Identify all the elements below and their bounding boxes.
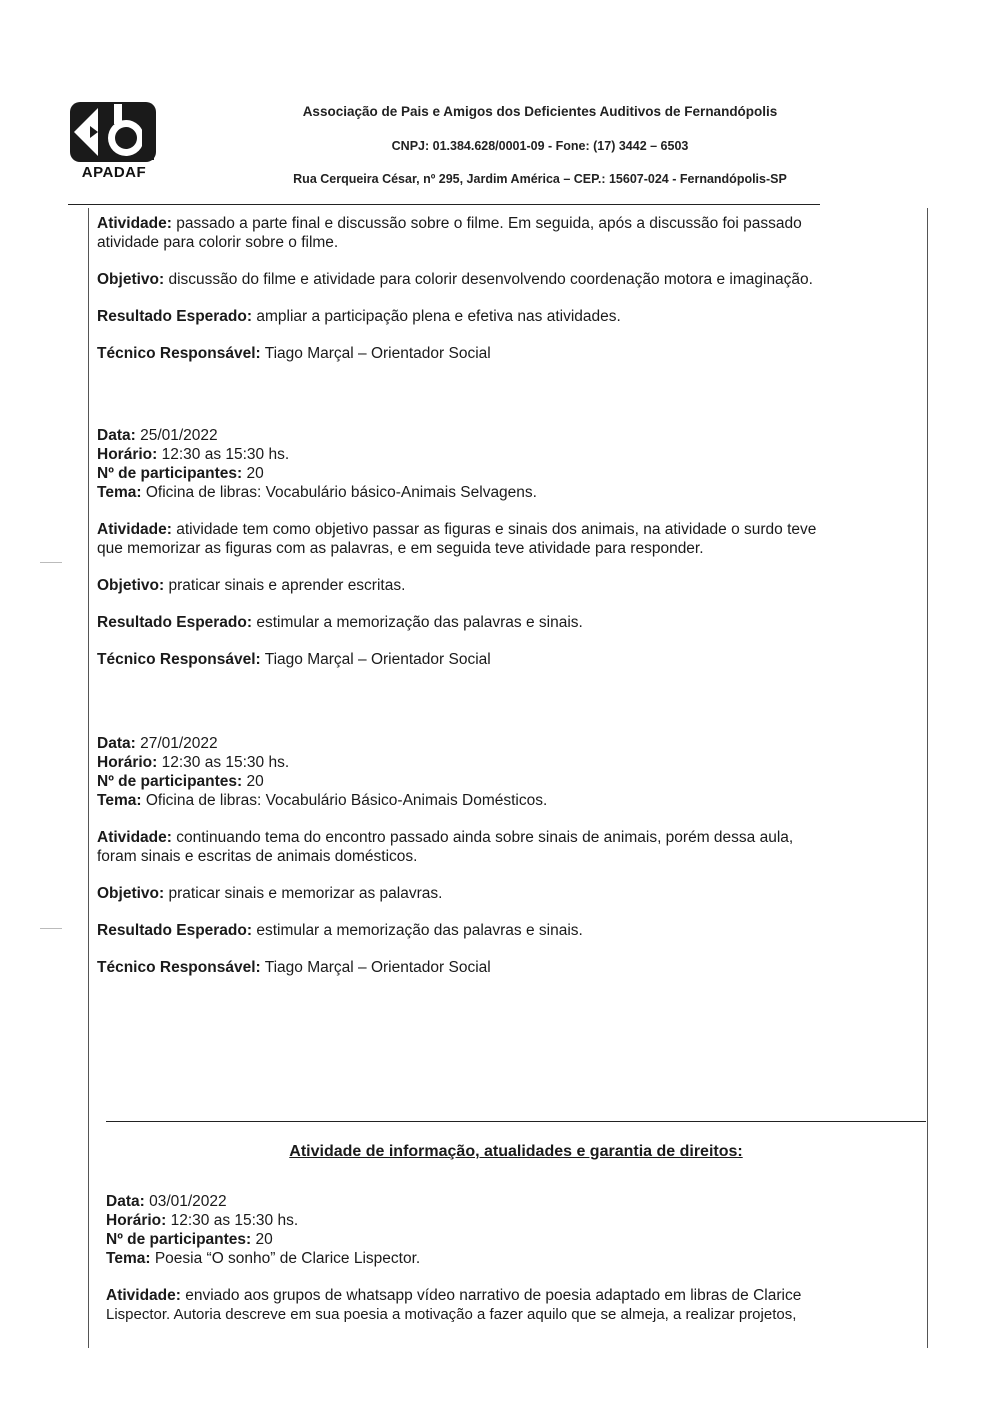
participantes-label: Nº de participantes: — [97, 773, 243, 790]
resultado-paragraph — [97, 921, 922, 940]
tema-value: Oficina de libras: Vocabulário Básico-Animais Domésticos. — [145, 792, 548, 809]
atividade-label: Atividade: — [97, 215, 172, 232]
atividade-paragraph — [97, 214, 922, 252]
tema-value: Oficina de libras: Vocabulário básico-Animais Selvagens. — [145, 484, 537, 501]
participantes-value: 20 — [246, 773, 264, 790]
atividade-paragraph — [97, 828, 922, 866]
objetivo-label: Objetivo: — [97, 577, 165, 594]
atividade-text: foram sinais e escritas de animais domésticos. — [97, 848, 418, 865]
tecnico-text: Tiago Marçal – Orientador Social — [264, 959, 491, 976]
tecnico-paragraph — [97, 344, 922, 363]
apadaf-logo — [68, 100, 160, 182]
atividade-text: enviado aos grupos de whatsapp vídeo narrativo de poesia adaptado em libras de Clarice — [185, 1287, 802, 1304]
data-value: 27/01/2022 — [140, 735, 218, 752]
resultado-text: ampliar a participação plena e efetiva nas atividades. — [256, 308, 621, 325]
horario-value: 12:30 as 15:30 hs. — [161, 754, 290, 771]
data-label: Data: — [106, 1193, 145, 1210]
resultado-text: estimular a memorização das palavras e sinais. — [256, 922, 583, 939]
org-name: Associação de Pais e Amigos dos Deficientes Auditivos de Fernandópolis — [302, 104, 778, 119]
objetivo-text: praticar sinais e aprender escritas. — [168, 577, 406, 594]
tecnico-text: Tiago Marçal – Orientador Social — [264, 651, 491, 668]
section-divider — [106, 1121, 926, 1122]
header-divider — [68, 204, 820, 205]
atividade-text: Lispector. Autoria descreve em sua poesia a motivação a fazer aquilo que se almeja, a realizar projetos, — [106, 1306, 797, 1323]
logo-text: APADAF — [81, 164, 147, 181]
atividade-text: que memorizar as figuras com as palavras, e em seguida teve atividade para responder. — [97, 540, 704, 557]
horario-label: Horário: — [97, 446, 158, 463]
tecnico-paragraph — [97, 650, 922, 669]
resultado-paragraph — [97, 307, 922, 326]
objetivo-paragraph — [97, 270, 922, 289]
tema-label: Tema: — [97, 792, 142, 809]
data-label: Data: — [97, 427, 136, 444]
atividade-paragraph — [97, 520, 922, 558]
atividade-text: passado a parte final e discussão sobre o filme. Em seguida, após a discussão foi passado — [176, 215, 802, 232]
horario-value: 12:30 as 15:30 hs. — [161, 446, 290, 463]
objetivo-paragraph — [97, 576, 922, 595]
tema-value: Poesia “O sonho” de Clarice Lispector. — [154, 1250, 421, 1267]
tema-label: Tema: — [106, 1250, 151, 1267]
atividade-text: continuando tema do encontro passado ainda sobre sinais de animais, porém dessa aula, — [176, 829, 794, 846]
data-label: Data: — [97, 735, 136, 752]
atividade-label: Atividade: — [106, 1287, 181, 1304]
atividade-text: atividade tem como objetivo passar as figuras e sinais dos animais, na atividade o surdo teve — [176, 521, 817, 538]
entry-continued — [97, 214, 922, 381]
tecnico-paragraph — [97, 958, 922, 977]
atividade-label: Atividade: — [97, 829, 172, 846]
tecnico-text: Tiago Marçal – Orientador Social — [264, 345, 491, 362]
resultado-label: Resultado Esperado: — [97, 614, 253, 631]
atividade-text: atividade para colorir sobre o filme. — [97, 234, 339, 251]
objetivo-label: Objetivo: — [97, 271, 165, 288]
resultado-text: estimular a memorização das palavras e sinais. — [256, 614, 583, 631]
objetivo-paragraph — [97, 884, 922, 903]
horario-label: Horário: — [106, 1212, 167, 1229]
entry-25-01-2022 — [97, 426, 922, 687]
participantes-label: Nº de participantes: — [106, 1231, 252, 1248]
participantes-label: Nº de participantes: — [97, 465, 243, 482]
entry-27-01-2022 — [97, 734, 922, 995]
horario-label: Horário: — [97, 754, 158, 771]
entry-meta — [97, 734, 922, 810]
resultado-label: Resultado Esperado: — [97, 308, 253, 325]
participantes-value: 20 — [246, 465, 264, 482]
atividade-label: Atividade: — [97, 521, 172, 538]
entry-meta — [97, 426, 922, 502]
atividade-paragraph — [106, 1286, 926, 1324]
objetivo-text: discussão do filme e atividade para colorir desenvolvendo coordenação motora e imaginação. — [168, 271, 813, 288]
address: Rua Cerqueira César, nº 295, Jardim América – CEP.: 15607-024 - Fernandópolis-SP — [293, 172, 787, 186]
tema-label: Tema: — [97, 484, 142, 501]
apadaf-logo-icon — [68, 100, 160, 166]
section-title: Atividade de informação, atualidades e garantia de direitos: — [289, 1143, 743, 1160]
participantes-value: 20 — [255, 1231, 273, 1248]
tecnico-label: Técnico Responsável: — [97, 651, 261, 668]
scan-mark — [40, 928, 62, 929]
resultado-paragraph — [97, 613, 922, 632]
horario-value: 12:30 as 15:30 hs. — [170, 1212, 299, 1229]
data-value: 25/01/2022 — [140, 427, 218, 444]
scan-mark — [40, 562, 62, 563]
tecnico-label: Técnico Responsável: — [97, 345, 261, 362]
objetivo-label: Objetivo: — [97, 885, 165, 902]
resultado-label: Resultado Esperado: — [97, 922, 253, 939]
data-value: 03/01/2022 — [149, 1193, 227, 1210]
entry-03-01-2022 — [106, 1192, 926, 1342]
entry-meta — [106, 1192, 926, 1268]
tecnico-label: Técnico Responsável: — [97, 959, 261, 976]
cnpj-phone: CNPJ: 01.384.628/0001-09 - Fone: (17) 3442 – 6503 — [391, 139, 689, 153]
objetivo-text: praticar sinais e memorizar as palavras. — [168, 885, 443, 902]
